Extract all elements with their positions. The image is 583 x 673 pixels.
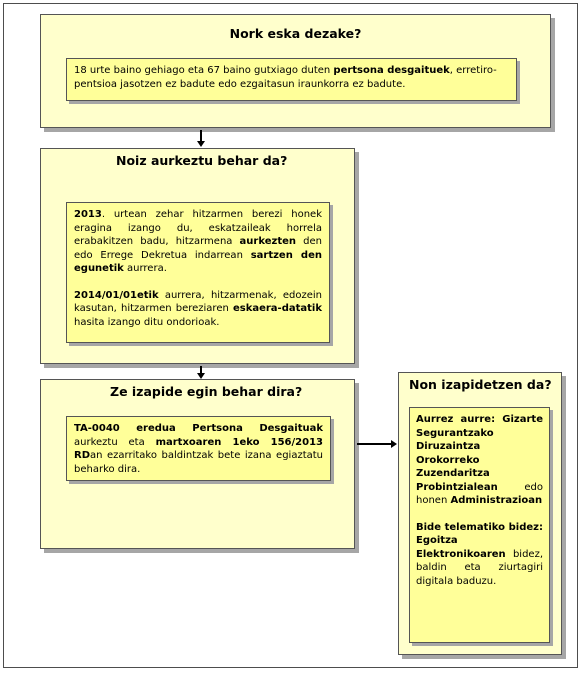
flow-arrow-3: [357, 443, 392, 445]
panel-when-to-submit-text: [66, 202, 330, 343]
panel-procedure-text: TA-0040 eredua Pertsona Desgaituak aurkeztu eta martxoaren 1eko 156/2013 RDan ezarritako baldintzak bete izana egiaztatu beharko dira.: [66, 416, 331, 481]
location-paragraph-1: Aurrez aurre: Gizarte Segurantzako Diruzaintza Orokorreko Zuzendaritza Probintzialean edo honen Administrazioan: [416, 414, 543, 506]
submission-paragraph-1: 2013. urtean zehar hitzarmen berezi honek eragina izango du, eskatzaileak horrela erabakitzen badu, hitzarmena aurkezten den edo Erregе Dekretua indarrean sartzen den egunetik aurrera.: [74, 209, 322, 274]
panel-where-to-process: [398, 372, 562, 655]
panel-procedure-title: Ze izapide egin behar dira?: [110, 384, 303, 399]
submission-paragraph-2: 2014/01/01etik aurrera, hitzarmenak, edozein kasutan, hitzarmen bereziaren eskaera-datatik hasita izango ditu ondorioak.: [74, 289, 322, 328]
panel-when-to-submit-title: Noiz aurkeztu behar da?: [116, 153, 288, 168]
panel-who-can-apply: [40, 14, 551, 128]
panel-who-can-apply-text: 18 urte baino gehiago eta 67 baino gutxiago duten pertsona desgaituek, erretiro-pentsioa jasotzen ez badute edo ezgaitasun iraunkorra ez badute.: [66, 58, 517, 101]
panel-who-can-apply-title: Nork eska dezake?: [229, 26, 362, 41]
panel-where-to-process-title: Non izapidetzen da?: [409, 377, 552, 392]
location-paragraph-2: Bide telematiko bidez: Egoitza Elektronikoaren bidez, baldin eta ziurtagiri digitala baduzu.: [416, 521, 543, 587]
panel-where-to-process-text: [409, 407, 550, 643]
panel-when-to-submit: [40, 148, 355, 364]
flow-arrow-1-head: [197, 141, 205, 147]
flow-arrow-3-head: [391, 440, 397, 448]
panel-procedure: [40, 379, 355, 549]
